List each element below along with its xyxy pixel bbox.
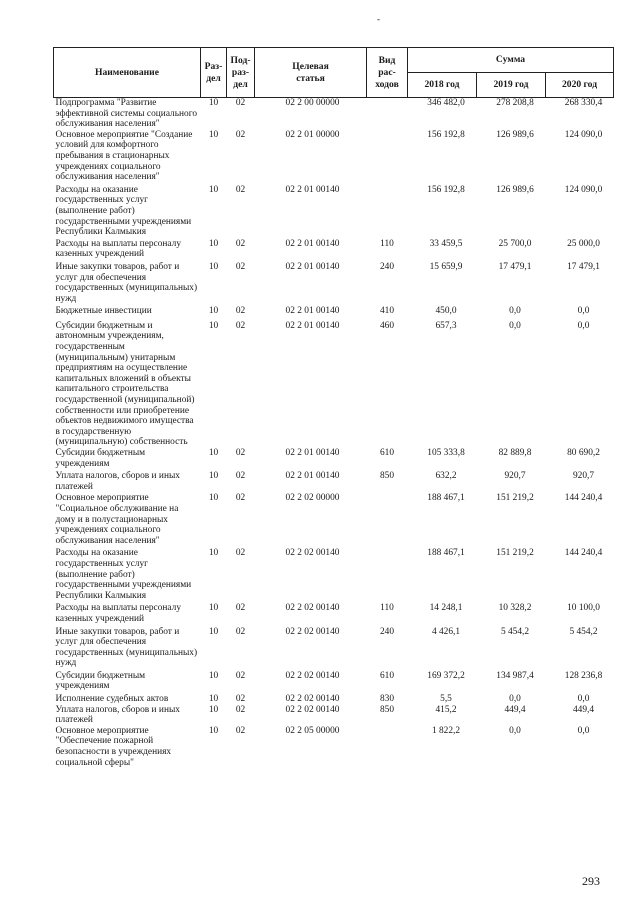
table-row xyxy=(54,705,614,726)
row-section: 10 xyxy=(208,725,219,736)
row-section: 10 xyxy=(208,493,219,504)
row-expense-type: 110 xyxy=(380,238,394,249)
row-subsection: 02 xyxy=(235,471,246,482)
row-sum-2018: 5,5 xyxy=(440,694,452,705)
row-name: Исполнение судебных актов xyxy=(55,694,169,705)
row-target-article: 02 2 05 00000 xyxy=(285,725,340,736)
row-expense-type xyxy=(367,98,408,130)
header-subsection: Под- раз- дел xyxy=(227,48,255,98)
row-sum-2020: 17 479,1 xyxy=(567,261,600,272)
row-subsection: 02 xyxy=(235,184,246,195)
row-subsection: 02 xyxy=(235,98,246,108)
row-sum-2019: 0,0 xyxy=(509,694,521,705)
row-sum-2018: 657,3 xyxy=(435,320,457,331)
row-expense-type: 240 xyxy=(379,261,395,272)
row-sum-2020: 920,7 xyxy=(572,471,595,482)
row-expense-type: 460 xyxy=(379,320,395,331)
row-target-article: 02 2 02 00140 xyxy=(285,670,340,681)
row-target-article: 02 2 01 00140 xyxy=(285,261,340,272)
row-expense-type: 240 xyxy=(379,626,395,637)
row-sum-2020: 128 236,8 xyxy=(564,670,603,681)
table-row xyxy=(54,239,614,262)
row-target-article: 02 2 01 00140 xyxy=(285,471,340,482)
row-expense-type: 610 xyxy=(379,670,395,681)
row-sum-2019: 151 219,2 xyxy=(496,493,534,504)
row-expense-type: 850 xyxy=(379,704,395,715)
row-sum-2019: 82 889,8 xyxy=(498,448,532,458)
row-sum-2020: 124 090,0 xyxy=(564,184,603,195)
row-sum-2018: 450,0 xyxy=(435,306,457,317)
row-sum-2019: 126 989,6 xyxy=(496,129,534,140)
row-subsection: 02 xyxy=(235,306,246,317)
row-sum-2020: 5 454,2 xyxy=(569,626,598,637)
row-section: 10 xyxy=(208,548,219,559)
row-name: Уплата налогов, сборов и иных платежей xyxy=(55,471,180,492)
row-subsection: 02 xyxy=(235,626,246,637)
row-sum-2020: 144 240,4 xyxy=(564,548,603,559)
row-section: 10 xyxy=(208,626,219,637)
row-name: Субсидии бюджетным и автономным учреждениям, государственным (муниципальным) унитарным предприятиям на осуществление капитальных вложений в объекты капитального строительства государственной (муниципальной) собственности или приобретение объектов недвижимого имущества в государственную (муниципальную) собственность xyxy=(55,320,195,448)
table-row xyxy=(54,448,614,471)
row-name: Субсидии бюджетным учреждениям xyxy=(55,670,146,692)
row-expense-type: 610 xyxy=(379,448,395,458)
row-sum-2020: 10 100,0 xyxy=(567,603,600,614)
table-row xyxy=(54,671,614,694)
row-sum-2018: 1 822,2 xyxy=(431,725,461,736)
row-target-article: 02 2 01 00140 xyxy=(285,306,340,317)
row-name: Расходы на выплаты персоналу казенных учреждений xyxy=(55,603,182,624)
row-expense-type: 110 xyxy=(380,603,394,614)
table-row xyxy=(54,306,614,321)
table-row xyxy=(54,726,614,772)
row-sum-2020: 268 330,4 xyxy=(564,98,603,108)
header-expense-type: Вид рас- ходов xyxy=(367,48,408,98)
row-subsection: 02 xyxy=(235,603,246,614)
row-section: 10 xyxy=(208,98,219,108)
row-target-article: 02 2 02 00140 xyxy=(285,694,340,705)
row-subsection: 02 xyxy=(235,320,246,331)
row-expense-type: 410 xyxy=(379,306,395,317)
budget-table xyxy=(53,47,614,772)
row-expense-type: 830 xyxy=(379,694,395,705)
top-mark: - xyxy=(377,14,380,24)
table-row xyxy=(54,185,614,239)
row-expense-type xyxy=(367,726,408,772)
row-target-article: 02 2 01 00140 xyxy=(285,320,340,331)
row-sum-2020: 0,0 xyxy=(577,725,590,736)
row-target-article: 02 2 02 00140 xyxy=(285,548,340,559)
header-section: Раз- дел xyxy=(201,48,227,98)
row-subsection: 02 xyxy=(235,261,246,272)
row-sum-2019: 134 987,4 xyxy=(496,670,534,681)
row-sum-2020: 25 000,0 xyxy=(567,238,600,249)
row-name: Бюджетные инвестиции xyxy=(55,306,152,317)
row-sum-2019: 0,0 xyxy=(509,306,521,317)
row-subsection: 02 xyxy=(235,725,246,736)
table-row xyxy=(54,98,614,130)
row-sum-2018: 632,2 xyxy=(435,471,457,482)
row-name: Расходы на оказание государственных услуг (выполнение работ) государственными учреждениями Республики Калмыкия xyxy=(55,548,192,601)
table-row xyxy=(54,694,614,705)
header-year-2020: 2020 год xyxy=(546,73,614,98)
row-subsection: 02 xyxy=(235,129,246,140)
row-sum-2018: 14 248,1 xyxy=(429,603,463,614)
header-target-article: Целевая статья xyxy=(255,48,367,98)
row-sum-2018: 15 659,9 xyxy=(429,261,463,272)
row-name: Подпрограмма "Развитие эффективной системы социального обслуживания населения" xyxy=(55,98,198,130)
row-sum-2019: 25 700,0 xyxy=(498,238,532,249)
row-subsection: 02 xyxy=(235,448,246,458)
row-sum-2018: 33 459,5 xyxy=(429,238,463,249)
row-sum-2019: 5 454,2 xyxy=(500,626,530,637)
row-target-article: 02 2 02 00140 xyxy=(285,603,340,614)
row-expense-type xyxy=(367,548,408,603)
page-number: 293 xyxy=(582,874,600,888)
row-expense-type: 850 xyxy=(379,471,395,482)
row-sum-2019: 920,7 xyxy=(504,471,526,482)
row-sum-2020: 0,0 xyxy=(577,320,590,331)
table-row xyxy=(54,548,614,603)
row-name: Расходы на выплаты персоналу казенных учреждений xyxy=(55,238,182,260)
row-expense-type xyxy=(367,185,408,239)
row-section: 10 xyxy=(208,694,219,705)
table-row xyxy=(54,130,614,185)
table-header xyxy=(54,48,614,98)
row-section: 10 xyxy=(208,184,219,195)
row-sum-2019: 278 208,8 xyxy=(496,98,534,108)
row-sum-2019: 0,0 xyxy=(509,725,521,736)
row-sum-2018: 188 467,1 xyxy=(427,493,465,504)
row-name: Основное мероприятие "Социальное обслуживание на дому и в полустационарных учреждениях социального обслуживания населения" xyxy=(55,493,179,546)
row-section: 10 xyxy=(208,448,219,458)
table-row xyxy=(54,493,614,548)
row-name: Субсидии бюджетным учреждениям xyxy=(55,448,146,469)
row-target-article: 02 2 00 00000 xyxy=(285,98,340,108)
row-subsection: 02 xyxy=(235,493,246,504)
row-section: 10 xyxy=(208,306,219,317)
row-section: 10 xyxy=(208,320,219,331)
row-section: 10 xyxy=(208,261,219,272)
row-section: 10 xyxy=(208,471,219,482)
row-sum-2018: 188 467,1 xyxy=(427,548,465,559)
row-sum-2019: 17 479,1 xyxy=(498,261,532,272)
row-name: Уплата налогов, сборов и иных платежей xyxy=(55,704,180,726)
row-section: 10 xyxy=(208,670,219,681)
header-name: Наименование xyxy=(54,48,201,98)
row-sum-2018: 156 192,8 xyxy=(427,184,465,195)
header-year-2019: 2019 год xyxy=(477,73,546,98)
row-subsection: 02 xyxy=(235,704,246,715)
table-body xyxy=(54,98,614,773)
row-section: 10 xyxy=(208,704,219,715)
row-sum-2019: 126 989,6 xyxy=(496,184,534,195)
row-target-article: 02 2 02 00000 xyxy=(285,493,340,504)
row-sum-2019: 0,0 xyxy=(509,320,521,331)
row-subsection: 02 xyxy=(235,548,246,559)
row-sum-2020: 0,0 xyxy=(577,306,590,317)
row-section: 10 xyxy=(208,603,219,614)
row-sum-2020: 0,0 xyxy=(577,694,590,705)
row-sum-2018: 105 333,8 xyxy=(427,448,465,458)
row-sum-2018: 169 372,2 xyxy=(427,670,465,681)
header-year-2018: 2018 год xyxy=(408,73,477,98)
table-row xyxy=(54,603,614,626)
row-subsection: 02 xyxy=(235,238,246,249)
row-target-article: 02 2 02 00140 xyxy=(285,704,340,715)
row-target-article: 02 2 01 00140 xyxy=(285,184,340,195)
row-sum-2018: 415,2 xyxy=(435,704,457,715)
row-sum-2019: 151 219,2 xyxy=(496,548,534,559)
row-sum-2020: 449,4 xyxy=(572,704,595,715)
row-sum-2020: 124 090,0 xyxy=(564,129,603,140)
row-target-article: 02 2 01 00140 xyxy=(285,448,340,458)
row-subsection: 02 xyxy=(235,670,246,681)
row-subsection: 02 xyxy=(235,694,246,705)
row-section: 10 xyxy=(208,129,219,140)
row-expense-type xyxy=(367,493,408,548)
row-target-article: 02 2 01 00140 xyxy=(285,238,340,249)
table-row xyxy=(54,262,614,306)
row-sum-2018: 156 192,8 xyxy=(427,129,465,140)
table-row xyxy=(54,627,614,671)
row-target-article: 02 2 02 00140 xyxy=(285,626,340,637)
table-row xyxy=(54,321,614,448)
row-target-article: 02 2 01 00000 xyxy=(285,129,340,140)
row-name: Иные закупки товаров, работ и услуг для обеспечения государственных (муниципальных) нужд xyxy=(55,626,198,669)
row-sum-2018: 346 482,0 xyxy=(427,98,465,108)
row-sum-2020: 144 240,4 xyxy=(564,493,603,504)
row-expense-type xyxy=(367,130,408,185)
row-sum-2019: 449,4 xyxy=(504,704,526,715)
row-sum-2018: 4 426,1 xyxy=(431,626,461,637)
row-sum-2020: 80 690,2 xyxy=(567,448,600,458)
row-name: Основное мероприятие "Создание условий для комфортного пребывания в стационарных учреждениях социального обслуживания населения" xyxy=(55,129,193,183)
row-name: Расходы на оказание государственных услуг (выполнение работ) государственными учреждениями Республики Калмыкия xyxy=(55,184,192,238)
row-name: Основное мероприятие "Обеспечение пожарной безопасности в учреждениях социальной сферы" xyxy=(55,725,172,768)
table-row xyxy=(54,471,614,493)
row-section: 10 xyxy=(208,238,219,249)
row-sum-2019: 10 328,2 xyxy=(498,603,532,614)
header-sum: Сумма xyxy=(408,48,614,73)
row-name: Иные закупки товаров, работ и услуг для обеспечения государственных (муниципальных) нужд xyxy=(55,261,198,304)
